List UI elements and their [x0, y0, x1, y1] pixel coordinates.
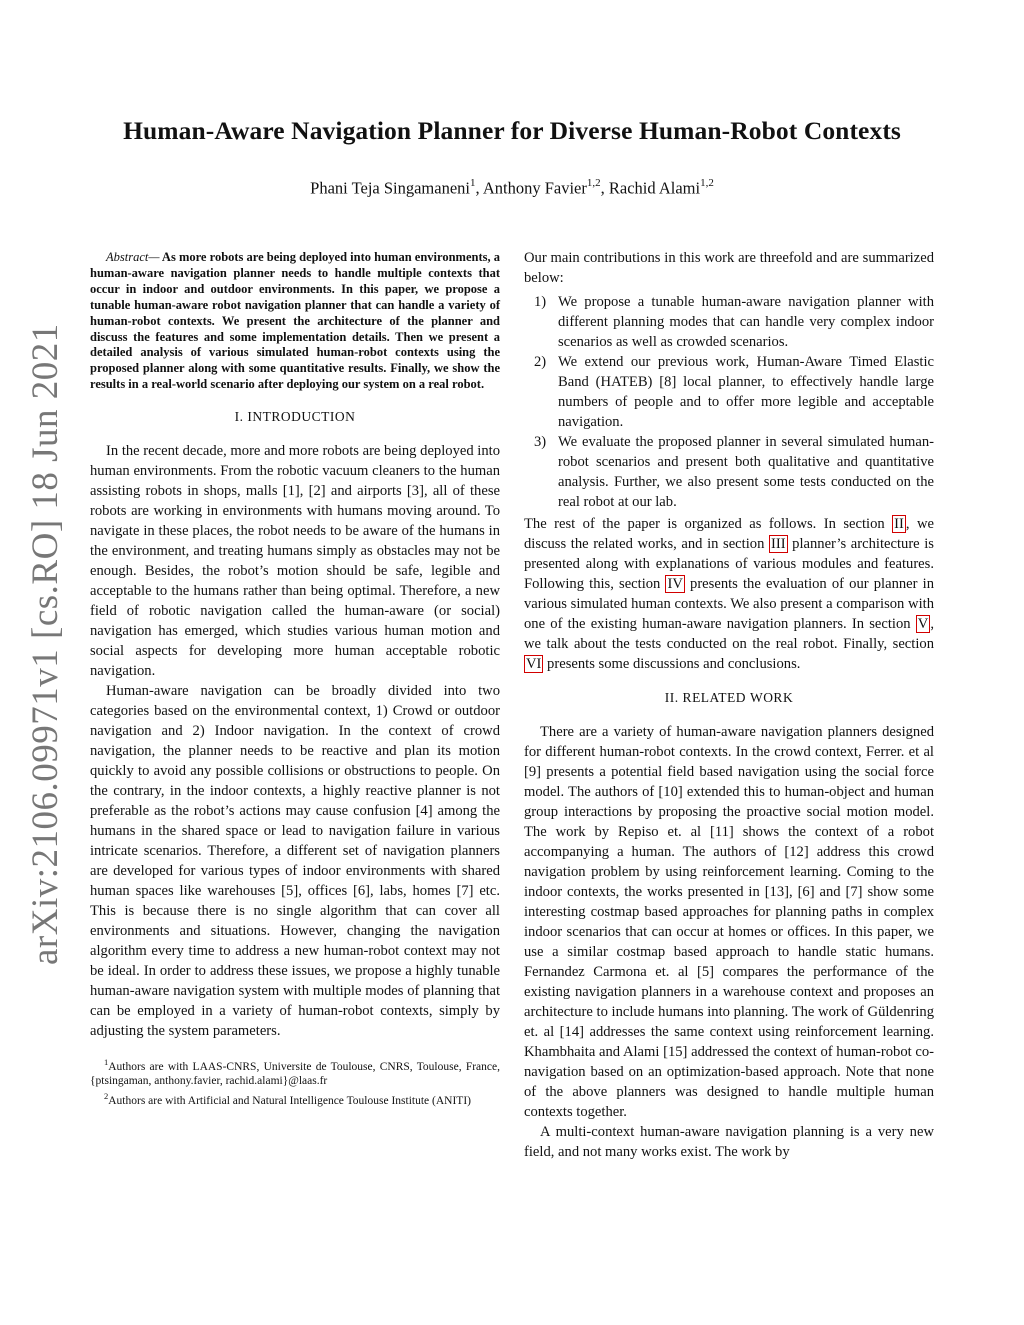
paper-title: Human-Aware Navigation Planner for Diverse Human-Robot Contexts: [123, 116, 901, 145]
related-paragraph: There are a variety of human-aware navigation planners designed for different human-robot contexts. In the crowd context, Ferrer. et al [9] presents a potential field based navigation using the social force model. The authors of [10] extended this to human-object and human group interactions by proposing the proactive social motion model. The work by Repiso et. al [11] shows the context of a robot accompanying a human. The authors of [12] address this crowd navigation problem by using reinforcement learning. Coming to the indoor contexts, the works presented in [13], [6] and [7] show some interesting costmap based approaches for planning paths in complex indoor scenarios that can occur at homes or offices. In this paper, we use a similar costmap based approach to handle static humans. Fernandez Carmona et. al [5] compares the performance of the existing navigation planners in a warehouse context and proposes an architecture to include humans into planning. The work of Güldenring et. al [14] addresses the same context using reinforcement learning. Khambhaita and Alami [15] addressed the context of human-robot co-navigation based on an optimization-based approach. Note that none of the above planners was designed to handle multiple human contexts together.: [524, 724, 934, 1120]
left-column: [90, 248, 500, 1108]
author-separator: ,: [475, 178, 483, 198]
section-link-iii[interactable]: III: [770, 536, 786, 552]
footnote-2: $^2$Authors are with Artificial and Natural Intelligence Toulouse Institute (ANITI): [104, 1090, 471, 1107]
author-name: Phani Teja Singamaneni: [310, 178, 470, 198]
author-list: [0, 178, 1024, 199]
right-column: [524, 248, 934, 1162]
related-paragraph: A multi-context human-aware navigation planning is a very new field, and not many works exist. The work by: [524, 1124, 934, 1160]
abstract-text: As more robots are being deployed into human environments, a human-aware navigation planner needs to handle multiple contexts that occur in indoor and outdoor environments. In this paper, we propose a tunable human-aware robot navigation planner that can handle a variety of human-robot contexts. We present the architecture of the planner and discuss the features and some implementation details. Then we present a detailed analysis of various simulated human-robot contexts using the proposed planner along with some quantitative results. Finally, we show the results in a real-world scenario after deploying our system on a real robot.: [90, 250, 500, 392]
author-name: Anthony Favier: [482, 178, 587, 198]
section-link-iv[interactable]: IV: [667, 576, 683, 592]
section-link-v[interactable]: V: [917, 616, 929, 632]
section-heading-introduction: I. INTRODUCTION: [234, 409, 356, 425]
footnote-1: $^1$Authors are with LAAS-CNRS, Universite de Toulouse, CNRS, Toulouse, France, {ptsingaman, anthony.favier, rachid.alami}@laas.fr: [90, 1057, 500, 1088]
section-link-ii[interactable]: II: [894, 516, 904, 532]
abstract: [90, 250, 500, 393]
list-item: 1) We propose a tunable human-aware navigation planner with different planning modes that can handle very complex indoor scenarios as well as crowded scenarios.: [534, 294, 934, 350]
abstract-label: Abstract—: [106, 250, 160, 264]
intro-paragraph: In the recent decade, more and more robots are being deployed into human environments. From the robotic vacuum cleaners to the human assisting robots in shops, malls [1], [2] and airports [3], all of these robots are working in environments with humans moving around. To navigate in these places, the robot needs to be aware of the humans in the environment, and treating humans simply as obstacles may not be enough. Besides, the robot’s motion should be safe, legible and acceptable to the humans rather than being optimal. Therefore, a new field of robotic navigation called the human-aware (or social) navigation has emerged, which studies various human motion and social aspects for developing more human acceptable robotic navigation.: [90, 443, 500, 680]
affiliation-mark: 1,2: [700, 177, 714, 189]
contributions-list: [524, 292, 934, 512]
affiliation-mark: 1: [470, 177, 476, 189]
organization-paragraph: The rest of the paper is organized as follows. In section II , we discuss the related works, and in section III planner’s architecture is presented along with explanations of various modules and features. Following this, section IV presents the evaluation of our planner in various simulated human contexts. We also present a comparison with one of the existing human-aware navigation planners. In section V , we talk about the tests conducted on the real robot. Finally, section VI presents some discussions and conclusions.: [524, 516, 934, 672]
section-heading-related-work: II. RELATED WORK: [664, 690, 794, 705]
list-item: 3) We evaluate the proposed planner in several simulated human-robot scenarios and present both qualitative and quantitative analysis. Further, we also present some tests conducted on the real robot at our lab.: [534, 434, 934, 510]
arxiv-stamp: arXiv:2106.09971v1 [cs.RO] 18 Jun 2021: [25, 323, 66, 965]
footnotes: [90, 1055, 500, 1108]
intro-paragraph: Human-aware navigation can be broadly divided into two categories based on the environmental context, 1) Crowd or outdoor navigation and 2) Indoor navigation. In the context of crowd navigation, the planner needs to be reactive and plan its motion quickly to avoid any possible collisions or obstructions to people. On the contrary, in the indoor contexts, a highly reactive planner is not preferable as the robot’s actions may cause confusion [4] among the humans in the shared space or lead to navigation failure in various intricate scenarios. Therefore, a different set of navigation planners are developed for various types of indoor environments with shared human spaces like warehouses [5], offices [6], labs, homes [7] etc. This is because there is no single algorithm that can cover all environments and situations. However, changing the navigation algorithm every time to address a new human-robot context may not be ideal. In order to address these issues, we propose a highly tunable human-aware navigation system with multiple modes of planning that can be employed in a variety of human-robot contexts, simply by adjusting the system parameters.: [90, 683, 500, 1040]
author-separator: ,: [600, 178, 609, 198]
contributions-intro: Our main contributions in this work are threefold and are summarized below:: [524, 250, 934, 286]
author-name: Rachid Alami: [608, 178, 701, 198]
section-link-vi[interactable]: VI: [526, 656, 542, 672]
affiliation-mark: 1,2: [586, 177, 601, 189]
list-item: 2) We extend our previous work, Human-Aware Timed Elastic Band (HATEB) [8] local planner, to effectively handle large numbers of people and to offer more legible and acceptable navigation.: [534, 354, 934, 430]
